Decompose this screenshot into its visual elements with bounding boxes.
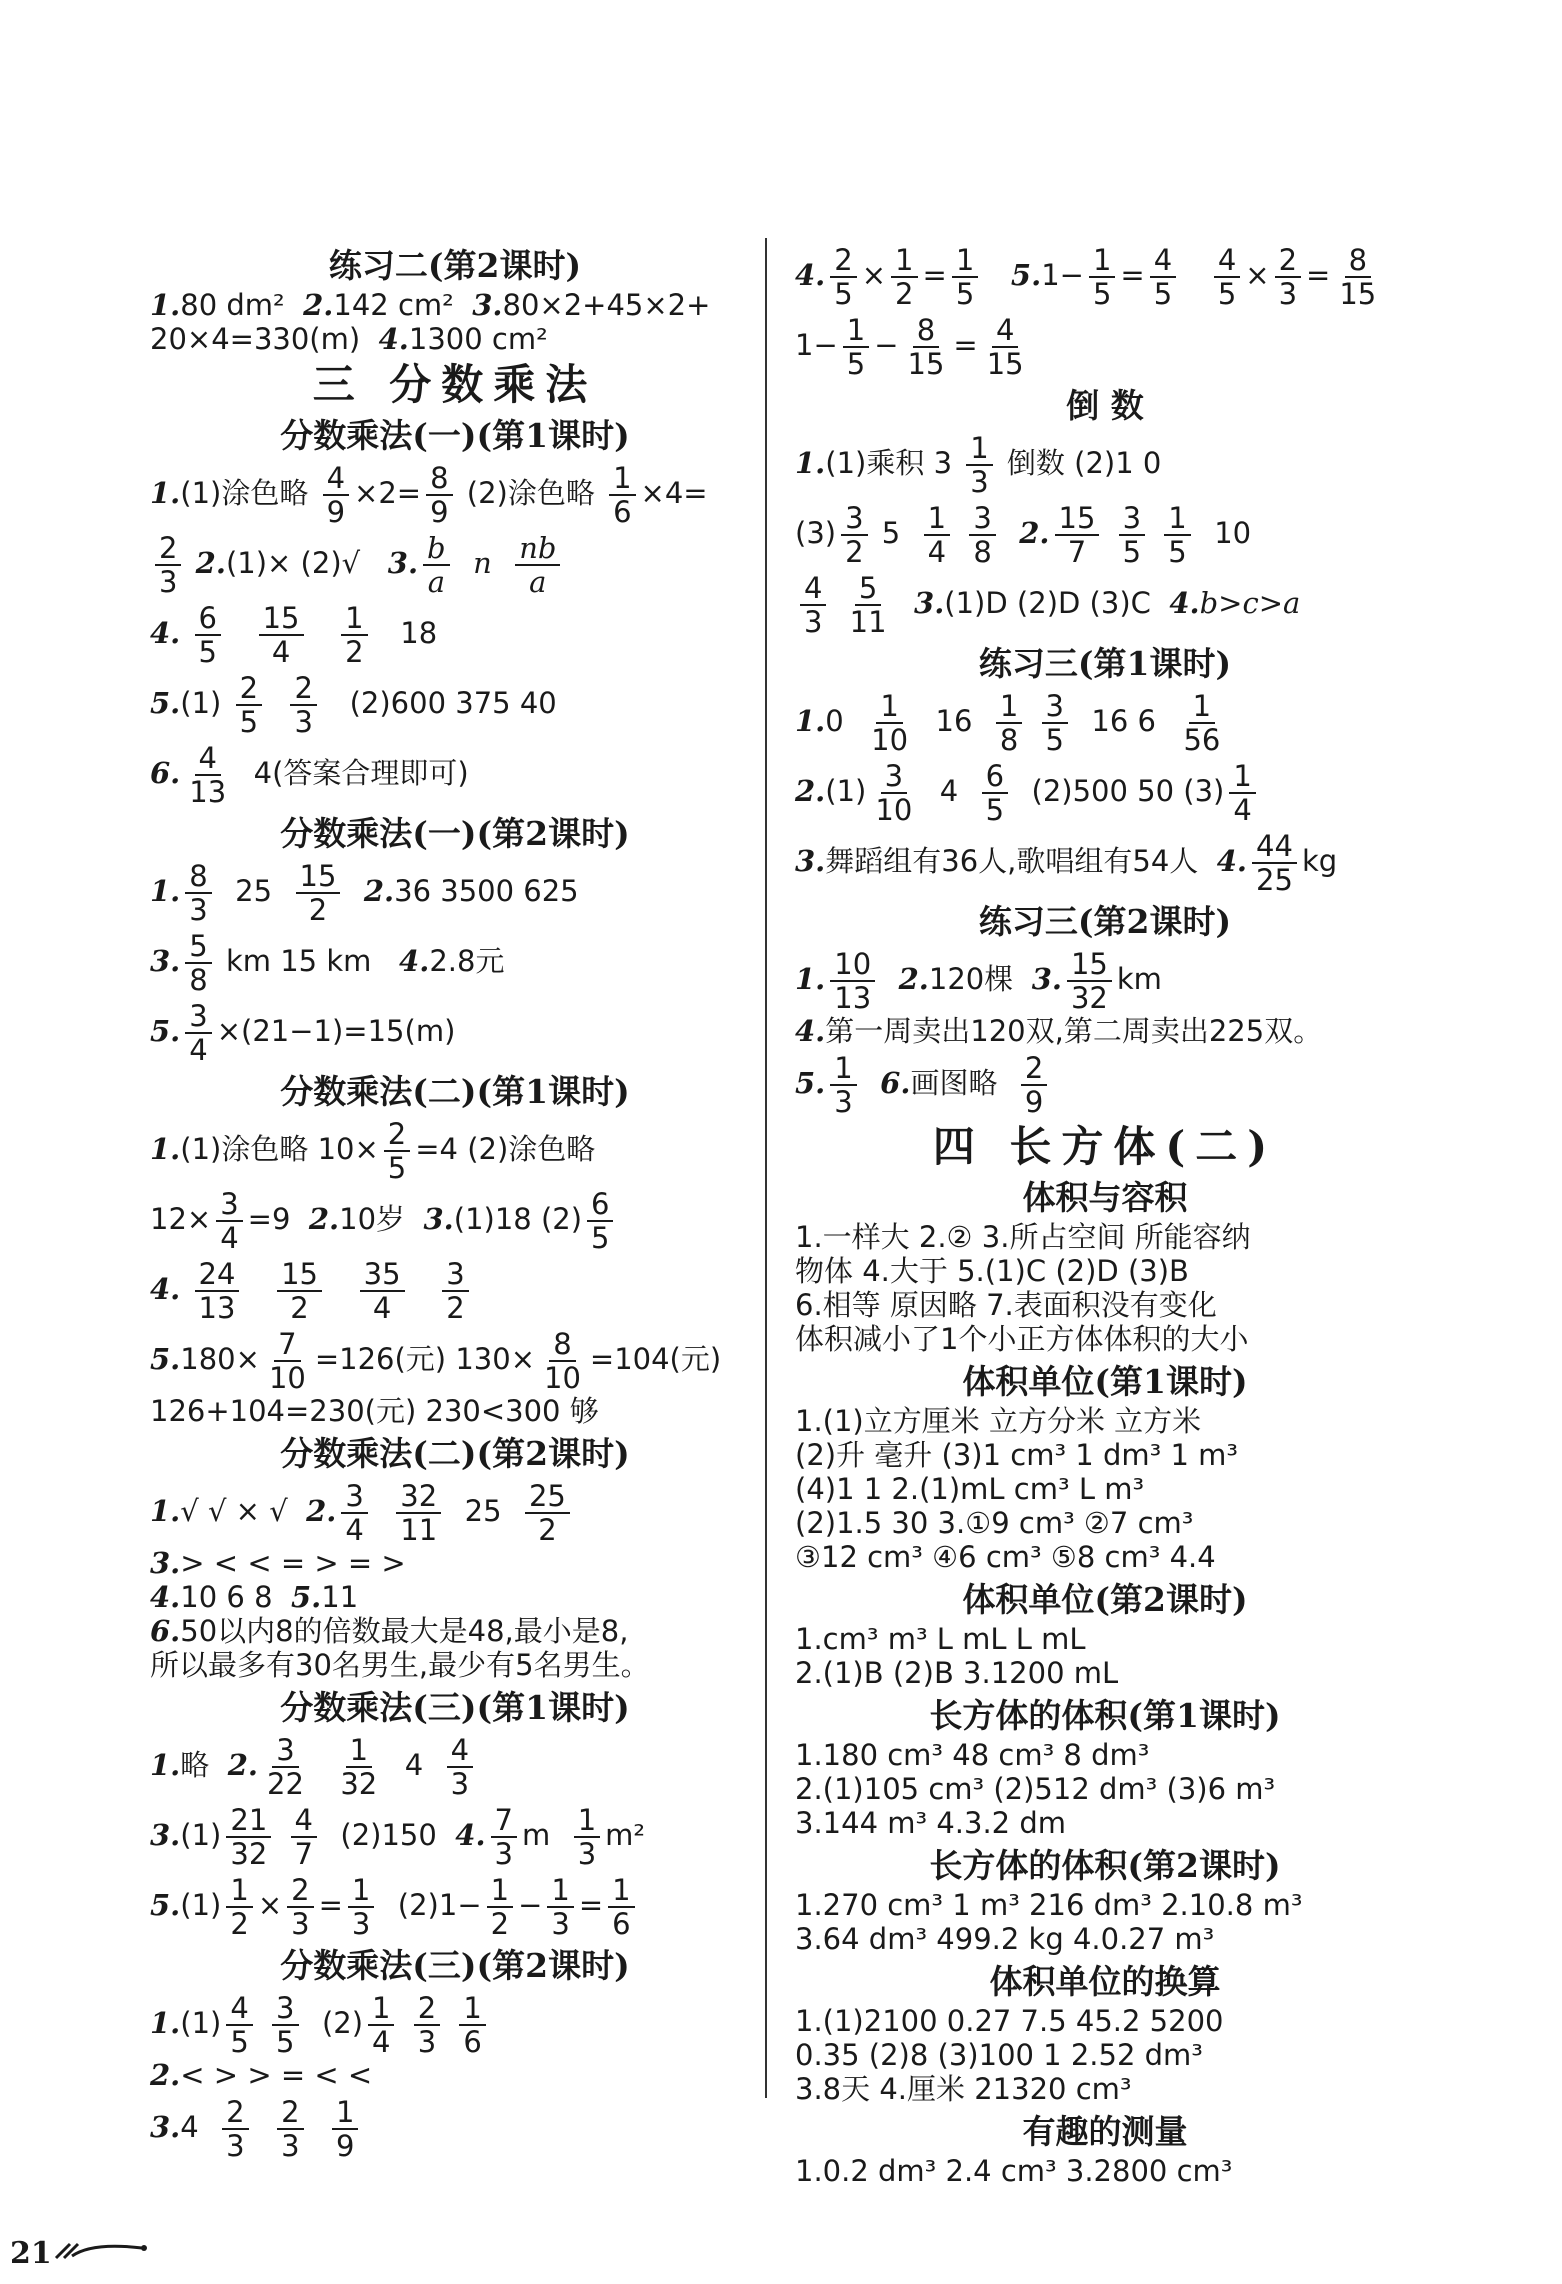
answer-line: 3.4 $\frac{2}{3}$ $\frac{2}{3}$ $\frac{1}{9}$: [150, 2092, 760, 2162]
answer-line: 4. $\frac{24}{13}$ $\frac{15}{2}$ $\frac{35}{4}$ $\frac{3}{2}$: [150, 1254, 760, 1324]
section-title: 练习二(第2课时): [328, 246, 582, 285]
section-title: 体积单位的换算: [989, 1962, 1221, 2001]
answer-line: 2.(1)B (2)B 3.1200 mL: [795, 1656, 1119, 1690]
section-title: 分数乘法(一)(第1课时): [280, 416, 630, 455]
answer-line: 1.(1)乘积 3 $\frac{1}{3}$ 倒数 (2)1 0: [795, 431, 1162, 499]
answer-line: 5. $\frac{1}{3}$ 6.画图略 $\frac{2}{9}$: [795, 1048, 1415, 1118]
section-title: 练习三(第2课时): [978, 902, 1232, 941]
answer-line: 4.10 6 8 5.11: [150, 1580, 359, 1614]
answer-line: 1.(1)立方厘米 立方分米 立方米: [795, 1404, 1202, 1438]
answer-line: 所以最多有30名男生,最少有5名男生。: [150, 1648, 650, 1682]
answer-line: 1.cm³ m³ L mL L mL: [795, 1622, 1086, 1656]
answer-line: 4. $\frac{2}{5}$ × $\frac{1}{2}$ = $\frac{1}{5}$ 5.1− $\frac{1}{5}$ = $\frac{4}{5}$ $\frac{4}{5}$ × $\frac{2}{3}$ = $\frac{8}{15}$: [795, 243, 1377, 311]
section-title: 分数乘法(二)(第2课时): [280, 1434, 630, 1473]
answer-line: 2.(1)105 cm³ (2)512 dm³ (3)6 m³: [795, 1772, 1276, 1806]
answer-line: 3.> < < = > = >: [150, 1546, 406, 1580]
section-title: 练习三(第1课时): [978, 644, 1232, 683]
answer-line: (3) $\frac{3}{2}$ 5 $\frac{1}{4}$ $\frac{3}{8}$ 2. $\frac{15}{7}$ $\frac{3}{5}$ $\frac{1}{5}$ 10: [795, 501, 1252, 569]
answer-line: 1− $\frac{1}{5}$ − $\frac{8}{15}$ = $\frac{4}{15}$: [795, 313, 1024, 381]
answer-line: 1.180 cm³ 48 cm³ 8 dm³: [795, 1738, 1150, 1772]
answer-line: 1.(1)2100 0.27 7.5 45.2 5200: [795, 2004, 1224, 2038]
left-column: [150, 240, 760, 2162]
section-title: 长方体的体积(第1课时): [929, 1696, 1281, 1735]
answer-line: 2.< > > = < <: [150, 2058, 373, 2092]
answer-line: $\frac{4}{3}$ $\frac{5}{11}$ 3.(1)D (2)D (3)C 4.b>c>a: [795, 568, 1415, 638]
unit-title: 三 分数乘法: [312, 360, 598, 409]
unit-title: 四 长方体(二): [932, 1122, 1278, 1171]
section-title: 倒 数: [1066, 386, 1144, 425]
section-title: 长方体的体积(第2课时): [929, 1846, 1281, 1885]
section-title: 体积与容积: [1022, 1178, 1188, 1217]
answer-line: 1.略 2. $\frac{3}{22}$ $\frac{1}{32}$ 4 $\frac{4}{3}$: [150, 1730, 760, 1800]
answer-line: 1. $\frac{8}{3}$ 25 $\frac{15}{2}$ 2.36 3500 625: [150, 859, 579, 927]
answer-line: 3.8天 4.厘米 21320 cm³: [795, 2072, 1132, 2106]
section-title: 有趣的测量: [1022, 2112, 1188, 2151]
column-divider: [765, 238, 767, 2098]
answer-line: 3. $\frac{5}{8}$ km 15 km 4.2.8元: [150, 929, 505, 997]
answer-line: 6. $\frac{4}{13}$ 4(答案合理即可): [150, 741, 469, 809]
answer-line: 3.(1) $\frac{21}{32}$ $\frac{4}{7}$ (2)150 4. $\frac{7}{3}$ m $\frac{1}{3}$ m²: [150, 1803, 646, 1871]
answer-line: 2.(1) $\frac{3}{10}$ 4 $\frac{6}{5}$ (2)500 50 (3) $\frac{1}{4}$: [795, 756, 1415, 826]
answer-line: 体积减小了1个小正方体体积的大小: [795, 1322, 1249, 1356]
section-title: 分数乘法(三)(第2课时): [280, 1946, 630, 1985]
answer-line: 1. $\frac{10}{13}$ 2.120棵 3. $\frac{15}{32}$ km: [795, 947, 1162, 1015]
section-title: 体积单位(第1课时): [962, 1362, 1248, 1401]
answer-line: 5.(1) $\frac{2}{5}$ $\frac{2}{3}$ (2)600 375 40: [150, 671, 557, 739]
answer-line: 3.64 dm³ 499.2 kg 4.0.27 m³: [795, 1922, 1215, 1956]
answer-line: 物体 4.大于 5.(1)C (2)D (3)B: [795, 1254, 1189, 1288]
answer-line: 4.第一周卖出120双,第二周卖出225双。: [795, 1014, 1323, 1048]
answer-line: 6.50以内8的倍数最大是48,最小是8,: [150, 1614, 629, 1648]
right-column: [795, 240, 1415, 2188]
pen-stroke-icon: [52, 2238, 152, 2262]
section-title: 分数乘法(三)(第1课时): [280, 1688, 630, 1727]
answer-line: 1.(1)涂色略 10× $\frac{2}{5}$ =4 (2)涂色略: [150, 1117, 596, 1185]
answer-line: 4. $\frac{6}{5}$ $\frac{15}{4}$ $\frac{1}{2}$ 18: [150, 601, 438, 669]
answer-line: 1.(1)涂色略 $\frac{4}{9}$ ×2= $\frac{8}{9}$ (2)涂色略 $\frac{1}{6}$ ×4=: [150, 461, 708, 529]
section-title: 分数乘法(一)(第2课时): [280, 814, 630, 853]
answer-line: $\frac{2}{3}$ 2.(1)× (2)√ 3. $\frac{b}{a}$ n $\frac{nb}{a}$: [150, 528, 760, 598]
answer-line: 1.(1) $\frac{4}{5}$ $\frac{3}{5}$ (2) $\frac{1}{4}$ $\frac{2}{3}$ $\frac{1}{6}$: [150, 1988, 760, 2058]
answer-line: 5. $\frac{3}{4}$ ×(21−1)=15(m): [150, 999, 456, 1067]
answer-line: ③12 cm³ ④6 cm³ ⑤8 cm³ 4.4: [795, 1540, 1216, 1574]
answer-line: (2)1.5 30 3.①9 cm³ ②7 cm³: [795, 1506, 1194, 1540]
answer-line: 1.80 dm² 2.142 cm² 3.80×2+45×2+: [150, 288, 711, 322]
answer-line: 5.180× $\frac{7}{10}$ =126(元) 130× $\frac{8}{10}$ =104(元): [150, 1327, 722, 1395]
page-number: 21: [10, 2236, 52, 2271]
answer-line: 20×4=330(m) 4.1300 cm²: [150, 322, 548, 356]
answer-line: 1.0.2 dm³ 2.4 cm³ 3.2800 cm³: [795, 2154, 1233, 2188]
answer-line: 6.相等 原因略 7.表面积没有变化: [795, 1288, 1217, 1322]
answer-line: 5.(1) $\frac{1}{2}$ × $\frac{2}{3}$ = $\frac{1}{3}$ (2)1− $\frac{1}{2}$ − $\frac{1}{3}$ = $\frac{1}{6}$: [150, 1870, 760, 1940]
answer-line: 12× $\frac{3}{4}$ =9 2.10岁 3.(1)18 (2) $\frac{6}{5}$: [150, 1184, 760, 1254]
answer-line: 1.270 cm³ 1 m³ 216 dm³ 2.10.8 m³: [795, 1888, 1303, 1922]
answer-line: 1.一样大 2.② 3.所占空间 所能容纳: [795, 1220, 1251, 1254]
section-title: 分数乘法(二)(第1课时): [280, 1072, 630, 1111]
answer-line: 126+104=230(元) 230<300 够: [150, 1394, 599, 1428]
answer-line: (2)升 毫升 (3)1 cm³ 1 dm³ 1 m³: [795, 1438, 1239, 1472]
answer-line: 0.35 (2)8 (3)100 1 2.52 dm³: [795, 2038, 1203, 2072]
answer-line: (4)1 1 2.(1)mL cm³ L m³: [795, 1472, 1145, 1506]
answer-line: 1.√ √ × √ 2. $\frac{3}{4}$ $\frac{32}{11}$ 25 $\frac{25}{2}$: [150, 1476, 760, 1546]
answer-line: 1.0 $\frac{1}{10}$ 16 $\frac{1}{8}$ $\frac{3}{5}$ 16 6 $\frac{1}{56}$: [795, 689, 1221, 757]
answer-line: 3.144 m³ 4.3.2 dm: [795, 1806, 1066, 1840]
section-title: 体积单位(第2课时): [962, 1580, 1248, 1619]
answer-line: 3.舞蹈组有36人,歌唱组有54人 4. $\frac{44}{25}$ kg: [795, 829, 1338, 897]
